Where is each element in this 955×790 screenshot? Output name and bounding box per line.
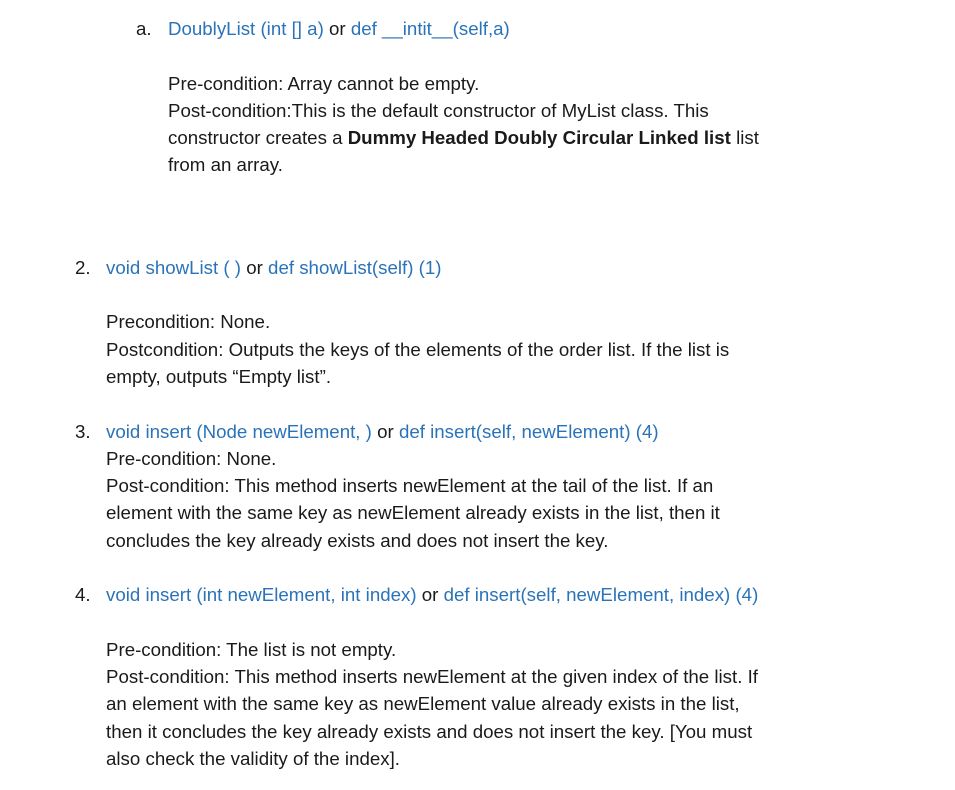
- method-signature: [106, 254, 441, 281]
- signature-joiner: or: [246, 257, 263, 278]
- postcondition-line: also check the validity of the index].: [106, 748, 400, 769]
- postcondition-text: constructor creates a: [168, 127, 348, 148]
- postcondition-line: concludes the key already exists and does not insert the key.: [106, 530, 609, 551]
- list-marker: 3.: [75, 421, 91, 442]
- signature-joiner: or: [421, 584, 439, 605]
- precondition: Pre-condition: Array cannot be empty.: [168, 73, 480, 94]
- java-signature: void insert (int newElement, int index): [106, 584, 417, 605]
- postcondition-line: Postcondition: Outputs the keys of the elements of the order list. If the list is: [106, 339, 730, 360]
- signature-joiner: or: [377, 421, 394, 442]
- precondition: Pre-condition: The list is not empty.: [106, 639, 397, 660]
- postcondition-line: Post-condition: This method inserts newElement at the tail of the list. If an: [106, 475, 714, 496]
- postcondition-line: from an array.: [168, 154, 283, 175]
- python-signature: def showList(self) (1): [268, 257, 442, 278]
- list-marker: 2.: [75, 257, 91, 278]
- java-signature: void insert (Node newElement, ): [106, 421, 372, 442]
- postcondition-line: empty, outputs “Empty list”.: [106, 366, 332, 387]
- postcondition-line: then it concludes the key already exists and does not insert the key. [You must: [106, 721, 753, 742]
- list-marker: a.: [136, 18, 152, 39]
- method-signature: [106, 418, 659, 445]
- list-marker: 4.: [75, 584, 91, 605]
- method-signature: [106, 581, 758, 608]
- java-signature: DoublyList (int [] a): [168, 18, 324, 39]
- postcondition-line: an element with the same key as newElement value already exists in the list,: [106, 693, 740, 714]
- postcondition-text: list: [730, 127, 759, 148]
- postcondition-line: Post-condition: This method inserts newElement at the given index of the list. If: [106, 666, 758, 687]
- python-signature: def insert(self, newElement, index) (4): [443, 584, 759, 605]
- java-signature: void showList ( ): [106, 257, 242, 278]
- python-signature: def __intit__(self,a): [350, 18, 510, 39]
- precondition: Precondition: None.: [106, 311, 271, 332]
- postcondition-line: [168, 124, 759, 151]
- postcondition-bold-text: Dummy Headed Doubly Circular Linked list: [347, 127, 731, 148]
- postcondition-line: Post-condition:This is the default constructor of MyList class. This: [168, 100, 709, 121]
- python-signature: def insert(self, newElement) (4): [398, 421, 659, 442]
- precondition: Pre-condition: None.: [106, 448, 277, 469]
- signature-joiner: or: [329, 18, 346, 39]
- postcondition-line: element with the same key as newElement already exists in the list, then it: [106, 502, 720, 523]
- method-signature: [168, 15, 510, 42]
